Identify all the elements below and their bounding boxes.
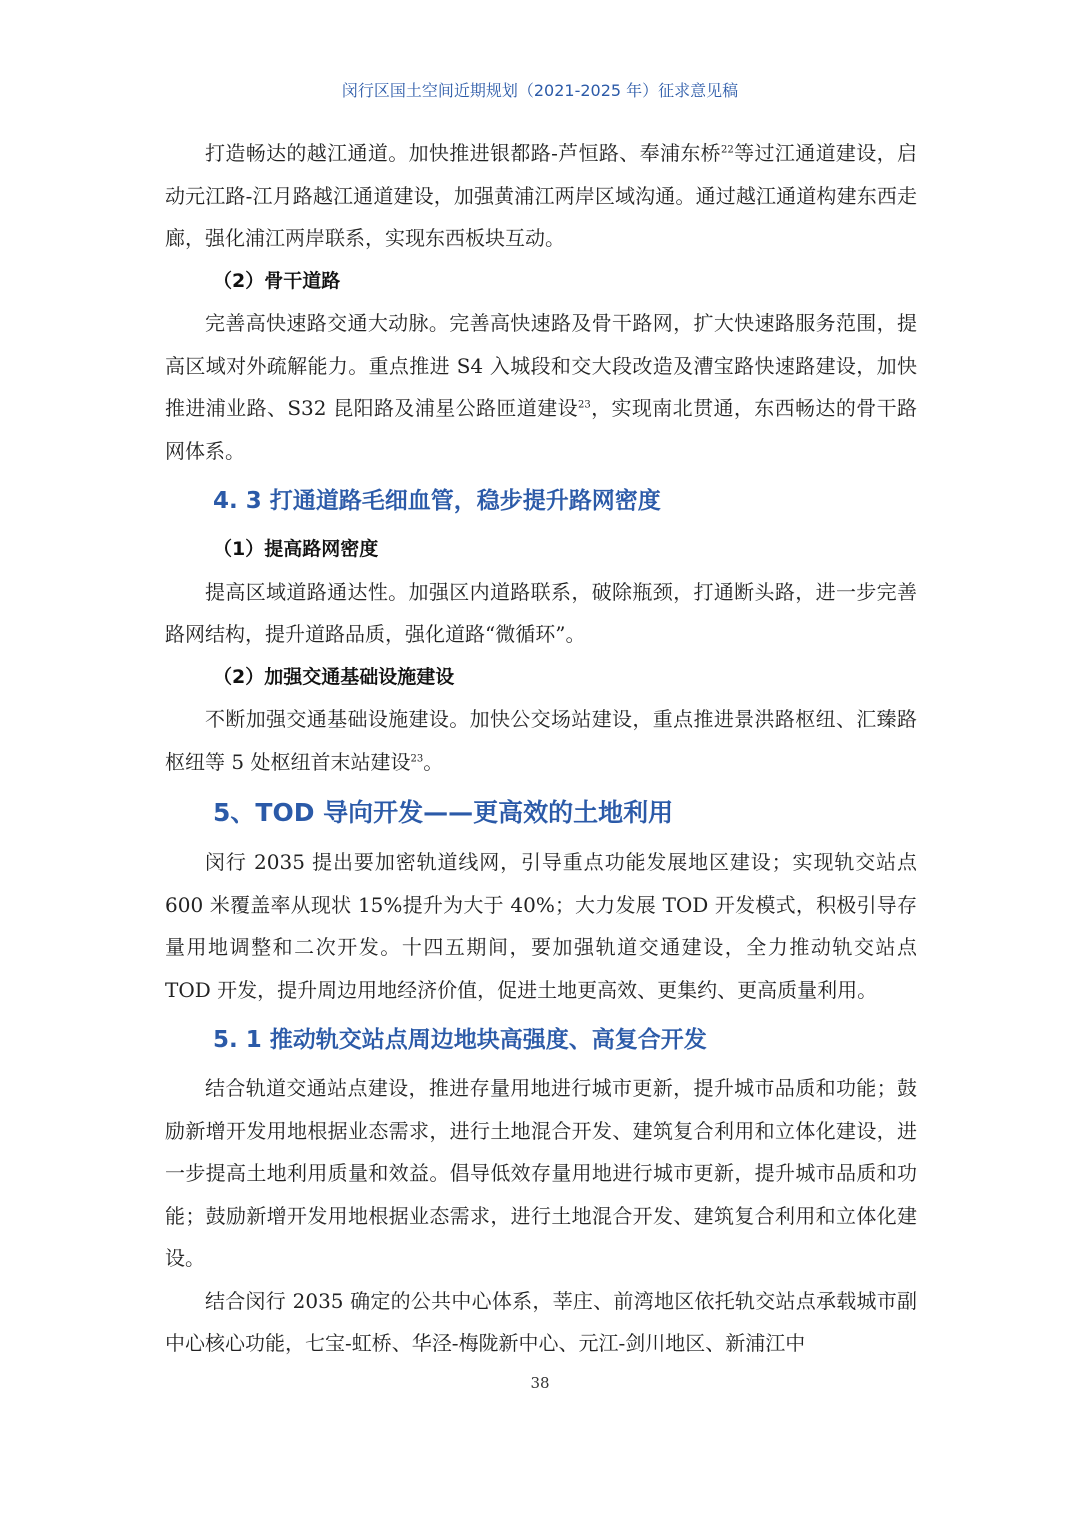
paragraph-station-development: 结合轨道交通站点建设，推进存量用地进行城市更新，提升城市品质和功能；鼓励新增开发用地根据业态需求，进行土地混合开发、建筑复合利用和立体化建设，进一步提高土地利用质量和效益。倡导低效存量用地进行城市更新，提升城市品质和功能；鼓励新增开发用地根据业态需求，进行土地混合开发、建筑复合利用和立体化建设。 <box>165 1076 917 1270</box>
paragraph-infrastructure <box>165 698 917 783</box>
paragraph-text: 不断加强交通基础设施建设。加快公交场站建设，重点推进景洪路枢纽、汇臻路枢纽等 5 处枢纽首末站建设 <box>165 707 917 774</box>
subheading-infrastructure: （2）加强交通基础设施建设 <box>213 665 455 688</box>
page-number: 38 <box>530 1374 550 1392</box>
page-content <box>165 132 917 1365</box>
subheading-trunk-roads: （2）骨干道路 <box>213 269 341 292</box>
paragraph-cross-river-channels <box>165 132 917 260</box>
paragraph-text: 等过江通道建设，启动元江路-江月路越江通道建设，加强黄浦江两岸区域沟通。通过越江通道构建东西走廊，强化浦江两岸联系，实现东西板块互动。 <box>165 141 917 250</box>
footnote-ref: 23 <box>410 752 424 764</box>
section-heading-4-3: 4. 3 打通道路毛细血管，稳步提升路网密度 <box>213 488 661 514</box>
footnote-ref: 22 <box>721 144 734 156</box>
chapter-heading-5: 5、TOD 导向开发——更高效的土地利用 <box>213 798 674 827</box>
paragraph-tod-overview: 闵行 2035 提出要加密轨道线网，引导重点功能发展地区建设；实现轨交站点 600 米覆盖率从现状 15%提升为大于 40%；大力发展 TOD 开发模式，积极引导存量用地调整和二次开发。十四五期间，要加强轨道交通建设，全力推动轨交站点 TOD 开发，提升周边用地经济价值，促进土地更高效、更集约、更高质量利用。 <box>165 850 917 1002</box>
paragraph-text: 。 <box>423 749 444 774</box>
subheading-road-density: （1）提高路网密度 <box>213 538 379 560</box>
paragraph-trunk-roads <box>165 302 917 472</box>
paragraph-text: ，实现南北贯通，东西畅达的骨干路网体系。 <box>165 396 918 463</box>
running-header: 闵行区国土空间近期规划（2021-2025 年）征求意见稿 <box>341 81 739 100</box>
section-heading-5-1: 5. 1 推动轨交站点周边地块高强度、高复合开发 <box>213 1027 707 1053</box>
paragraph-public-centers: 结合闵行 2035 确定的公共中心体系，莘庄、前湾地区依托轨交站点承载城市副中心核心功能，七宝-虹桥、华泾-梅陇新中心、元江-剑川地区、新浦江中 <box>165 1288 917 1355</box>
footnote-ref: 23 <box>577 399 591 411</box>
paragraph-road-density: 提高区域道路通达性。加强区内道路联系，破除瓶颈，打通断头路，进一步完善路网结构，提升道路品质，强化道路“微循环”。 <box>165 579 917 646</box>
paragraph-text: 完善高快速路交通大动脉。完善高快速路及骨干路网，扩大快速路服务范围，提高区域对外疏解能力。重点推进 S4 入城段和交大段改造及漕宝路快速路建设，加快推进浦业路、S32 昆阳路及浦星公路匝道建设 <box>165 311 917 420</box>
paragraph-text: 打造畅达的越江通道。加快推进银都路-芦恒路、奉浦东桥 <box>205 141 722 165</box>
